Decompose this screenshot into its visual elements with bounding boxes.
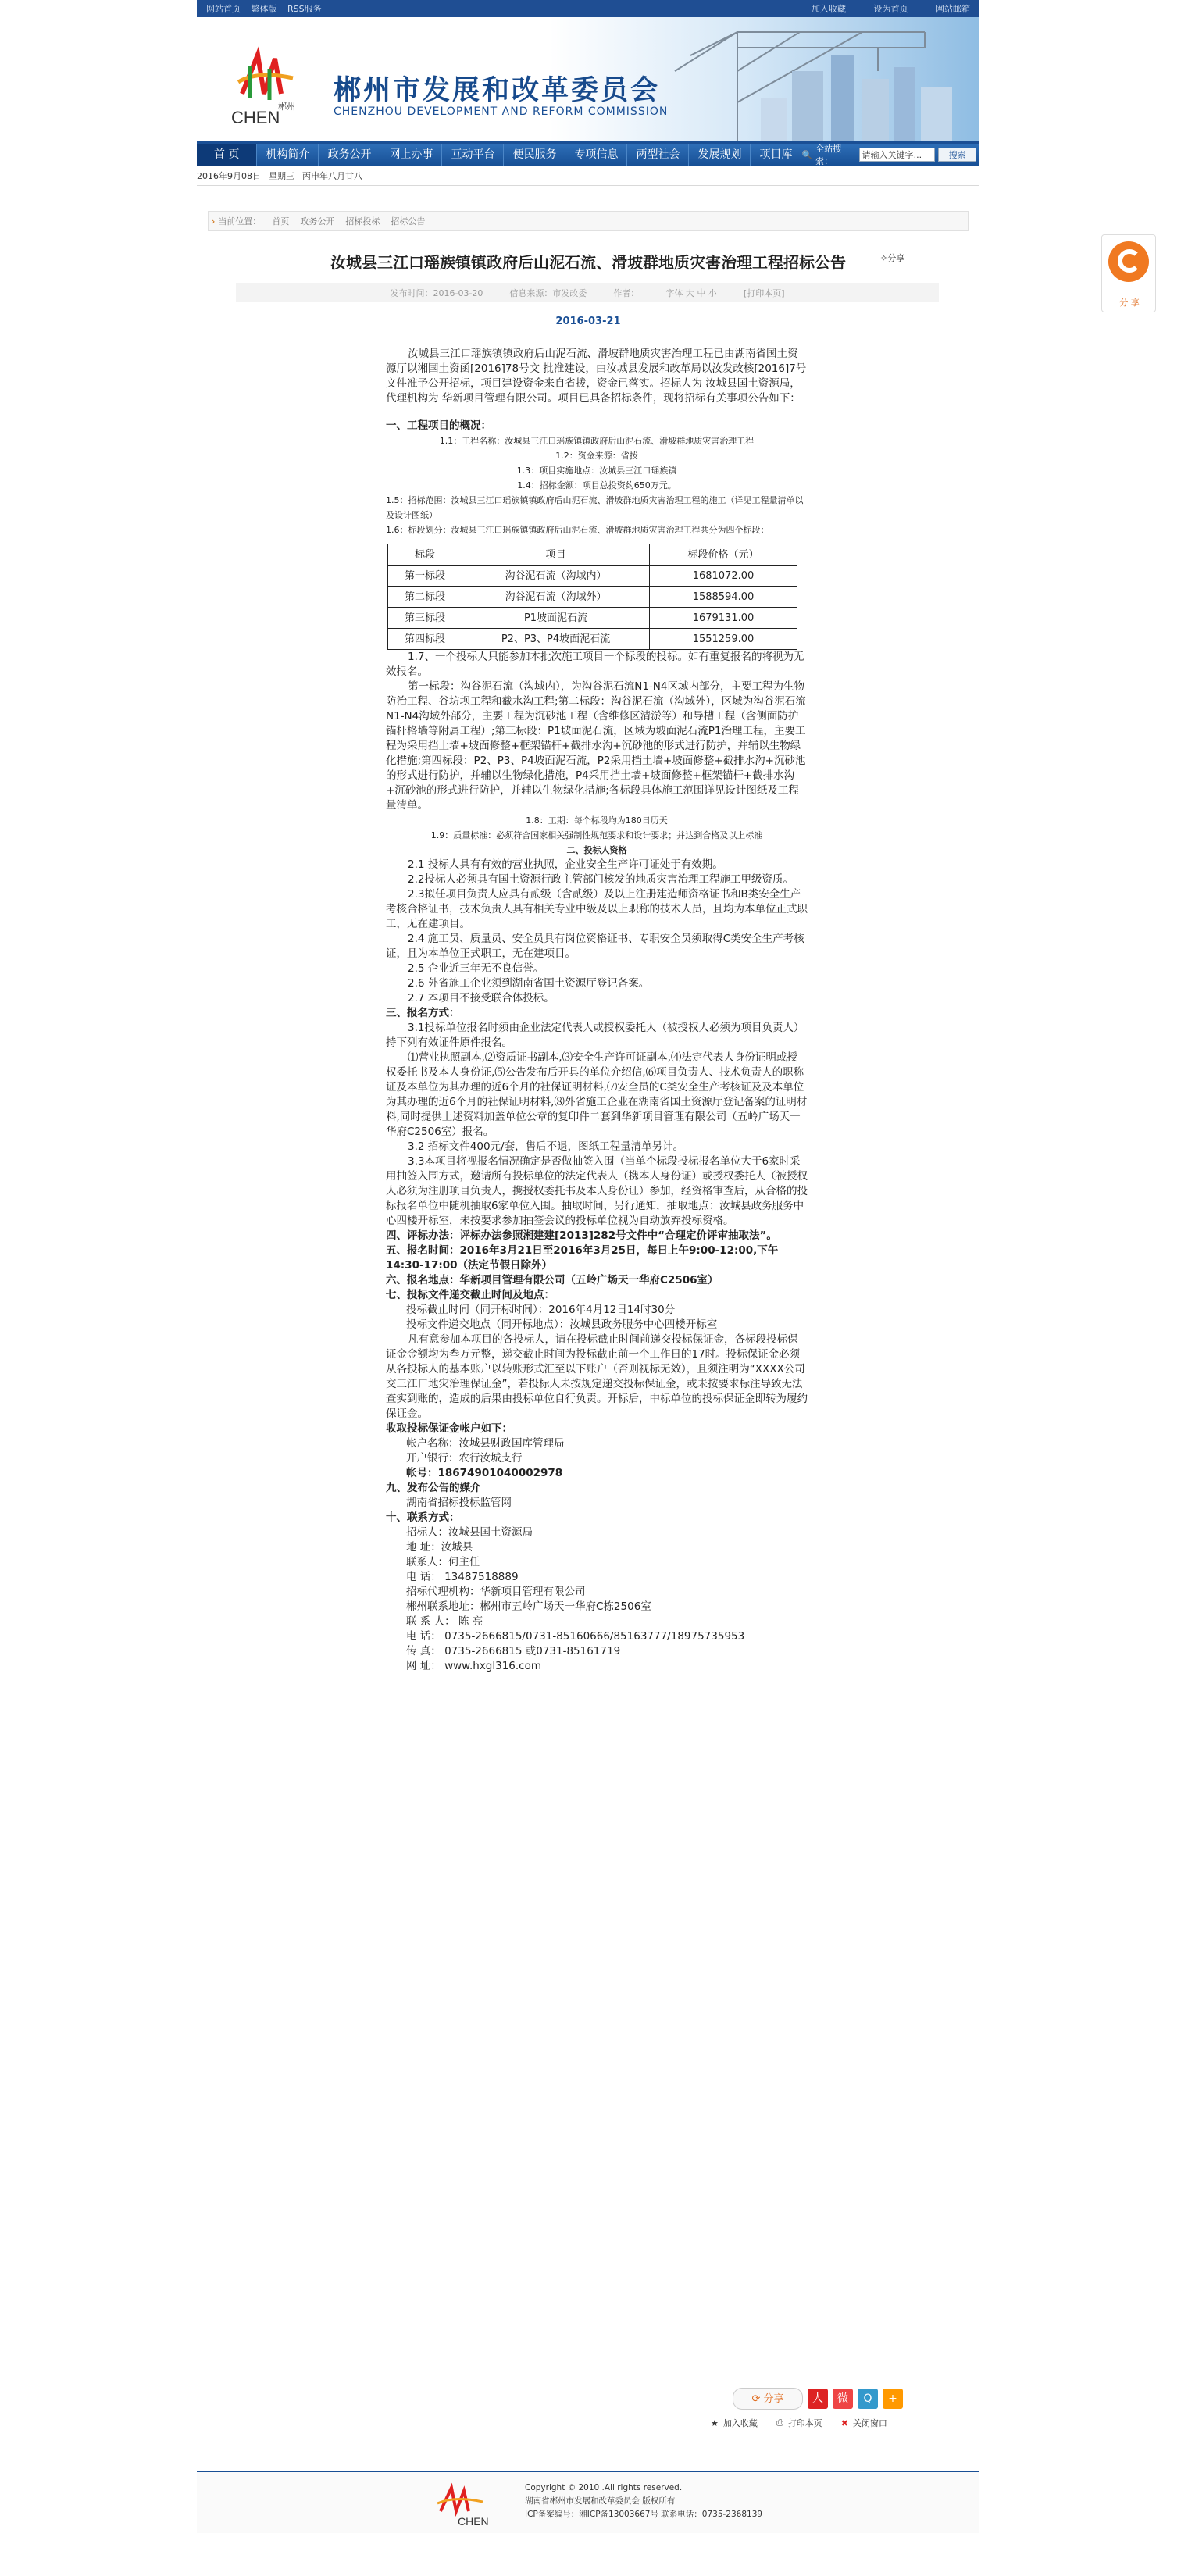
section-heading: 四、评标办法：评标办法参照湘建建[2013]282号文件中“合理定价评审抽取法”。 [386,1229,777,1242]
info-source: 信息来源：市发改委 [509,287,587,298]
table-cell: 1551259.00 [650,629,797,650]
lunar-date: 丙申年八月廿八 [302,170,362,181]
breadcrumb-item[interactable]: 首页 [272,216,290,227]
lots-table [387,544,797,650]
account-number: 帐号：18674901040002978 [406,1467,563,1479]
section-heading: 一、工程项目的概况： [386,419,491,432]
item-text: 2.6 外省施工企业须到湖南省国土资源厅登记备案。 [408,977,650,990]
footer-text [525,2481,762,2521]
search-area [801,142,979,167]
item-text: 3.2 招标文件400元/套，售后不退，图纸工程量清单另计。 [408,1140,684,1153]
print-icon: ⎙ [776,2417,783,2428]
publish-date: 2016-03-21 [555,316,621,327]
contact-line: 招标代理机构：华新项目管理有限公司 [406,1586,586,1598]
section-heading: 三、报名方式： [386,1007,460,1019]
print-page-link[interactable]: ⎙ 打印本页 [776,2417,822,2428]
more-share-icon[interactable]: + [883,2389,903,2409]
footer-logo-text: CHEN [458,2515,489,2528]
item-text: 1.4：招标金额：项目总投资约650万元。 [517,480,676,491]
table-header: 项目 [462,544,650,566]
share-button[interactable]: ⟳ 分享 [733,2388,803,2410]
item-text: 1.1：工程名称：汝城县三江口瑶族镇镇政府后山泥石流、滑坡群地质灾害治理工程 [439,436,755,446]
account-bank: 开户银行：农行汝城支行 [406,1452,523,1465]
add-favorite-link[interactable]: ★ 加入收藏 [711,2417,758,2428]
renren-icon[interactable]: 人 [808,2389,828,2409]
item-text: 1.7、一个投标人只能参加本批次施工项目一个标段的投标。如有重复报名的将视为无效报名。 [386,651,804,678]
breadcrumb-item[interactable]: 政务公开 [300,216,335,227]
article-title: 汝城县三江口瑶族镇镇政府后山泥石流、滑坡群地质灾害治理工程招标公告 [330,253,846,272]
publish-time: 发布时间：2016-03-20 [390,287,483,298]
item-text: 2.4 施工员、质量员、安全员具有岗位资格证书、专职安全员须取得C类安全生产考核证，且为本单位正式职工，无在建项目。 [386,933,804,960]
favorite-icon: ★ [711,2417,719,2428]
article-body [386,347,808,1674]
table-cell: 第三标段 [388,608,462,629]
item-text: 投标文件递交地点（同开标地点）：汝城县政务服务中心四楼开标室 [406,1318,718,1331]
section-heading: 五、报名时间：2016年3月21日至2016年3月25日，每日上午9:00-12:00,下午14:30-17:00（法定节假日除外） [386,1244,779,1272]
current-weekday: 星期三 [269,170,294,181]
section-heading: 收取投标保证金帐户如下： [386,1422,512,1435]
deposit-notice: 凡有意参加本项目的各投标人，请在投标截止时间前递交投标保证金，各标段投标保证金金额均为叁万元整，递交截止时间为投标截止前一个工作日的17时。投标保证金必须从各投标人的基本账户以转账形式汇至以下账户（否则视标无效），且须注明为“XXXX公司交三江口地灾治理保证金”，若投标人未按规定递交投标保证金，或未按要求标注导致无法查实到账的，造成的后果由投标单位自行负责。开标后，中标单位的投标保证金即转为履约保证金。 [386,1333,808,1420]
item-text: 1.5：招标范围：汝城县三江口瑶族镇镇政府后山泥石流、滑坡群地质灾害治理工程的施工（详见工程量清单以及设计图纸） [386,495,804,520]
item-text: 2.1 投标人具有有效的营业执照，企业安全生产许可证处于有效期。 [408,858,723,871]
article-meta [236,283,939,302]
bottom-share-bar [733,2388,903,2410]
table-cell: P2、P3、P4坡面泥石流 [462,629,650,650]
table-cell: 1588594.00 [650,587,797,608]
item-text: 2.5 企业近三年无不良信誉。 [408,962,544,975]
nav-special-info[interactable]: 专项信息 [565,144,627,166]
close-window-link[interactable]: ✖ 关闭窗口 [840,2417,887,2428]
logo-cn: 郴州 [278,102,295,112]
section-heading: 七、投标文件递交截止时间及地点： [386,1289,555,1301]
arrow-icon: › [212,216,216,227]
breadcrumb-label: 当前位置： [218,216,262,227]
mailbox-link[interactable]: 网站邮箱 [936,4,970,14]
item-text: 2.3拟任项目负责人应具有贰级（含贰级）及以上注册建造师资格证书和B类安全生产考核合格证书，技术负责人具有相关专业中级及以上职称的技术人员，且均为本单位正式职工，无在建项目。 [386,888,808,930]
current-date: 2016年9月08日 [197,170,261,181]
favorite-link[interactable]: 加入收藏 [812,4,846,14]
contact-line: 联系人：何主任 [406,1556,480,1568]
nav-interaction[interactable]: 互动平台 [442,144,504,166]
table-header: 标段 [388,544,462,566]
item-text: 2.2投标人必须具有国土资源行政主管部门核发的地质灾害治理工程施工甲级资质。 [408,873,794,886]
contact-line: 郴州联系地址：郴州市五岭广场天一华府C栋2506室 [406,1600,651,1613]
nav-two-type-society[interactable]: 两型社会 [627,144,689,166]
search-input[interactable]: 请输入关键字... [859,148,936,162]
contact-line: 地 址：汝城县 [406,1541,473,1554]
item-text: 投标截止时间（同开标时间）：2016年4月12日14时30分 [406,1304,676,1316]
rss-link[interactable]: RSS服务 [287,4,322,14]
contact-line[interactable]: 网 址： www.hxgl316.com [406,1660,542,1672]
footer-org: 湖南省郴州市发展和改革委员会 版权所有 [525,2496,676,2506]
search-icon: 🔍 [801,149,813,160]
title-share-button[interactable]: ✧分享 [880,253,905,263]
media-name: 湖南省招标投标监管网 [406,1497,512,1509]
contact-line: 传 真： 0735-2666815 或0731-85161719 [406,1645,621,1657]
item-text: 1.6：标段划分：汝城县三江口瑶族镇镇政府后山泥石流、滑坡群地质灾害治理工程共分为四个标段： [386,525,769,535]
floating-share-widget[interactable] [1101,234,1156,312]
item-text: ⑴营业执照副本,⑵资质证书副本,⑶安全生产许可证副本,⑷法定代表人身份证明或授权委托书及本人身份证,⑸公告发布后开具的单位介绍信,⑹项目负责人、技术负责人的职称证及本单位为其办理的近6个月的社保证明材料,⑺安全员的C类安全生产考核证及及本单位为其办理的近6个月的社保证明材料,⑻外省施工企业在湖南省国土资源厅登记备案的证明材料,同时提供上述资料加盖单位公章的复印件二套到华新项目管理有限公司（五岭广场天一华府C2506室）报名。 [386,1051,808,1138]
breadcrumb [208,211,969,231]
table-row [388,587,797,608]
intro-paragraph: 汝城县三江口瑶族镇镇政府后山泥石流、滑坡群地质灾害治理工程已由湖南省国土资源厅以湘国土资函[2016]78号文 批准建设，由汝城县发展和改革局以汝发改核[2016]7号文件准予公开招标，项目建设资金来自省拨，资金已落实。招标人为 汝城县国土资源局，代理机构为 华新项目管理有限公司。项目已具备招标条件，现将招标有关事项公告如下： [386,348,807,405]
search-label: 全站搜索： [815,144,842,166]
nav-about[interactable]: 机构简介 [257,144,319,166]
weibo-icon[interactable]: 微 [833,2389,853,2409]
section-heading: 十、联系方式： [386,1511,460,1524]
table-cell: 第二标段 [388,587,462,608]
item-text: 1.2：资金来源：省拨 [555,451,638,461]
table-cell: 沟谷泥石流（沟域内） [462,566,650,587]
site-logo[interactable] [227,39,305,133]
font-size-switch[interactable]: 字体 大 中 小 [665,287,717,298]
floating-share-label: 分 享 [1119,298,1140,308]
site-subtitle: CHENZHOU DEVELOPMENT AND REFORM COMMISSION [334,105,669,118]
nav-home[interactable]: 首 页 [197,144,257,166]
table-cell: 第四标段 [388,629,462,650]
logo-text: CHEN [231,108,280,127]
breadcrumb-item[interactable]: 招标公告 [391,216,426,227]
qzone-icon[interactable]: Q [858,2389,878,2409]
table-row [388,566,797,587]
nav-gov-affairs[interactable]: 政务公开 [319,144,380,166]
date-bar [197,166,979,186]
page-wrapper [197,0,979,2576]
traditional-link[interactable]: 繁体版 [251,4,277,14]
section-heading: 六、报名地点：华新项目管理有限公司（五岭广场天一华府C2506室） [386,1274,719,1286]
copyright: Copyright © 2010 .All rights reserved. [525,2483,683,2492]
nav-project-library[interactable]: 项目库 [751,144,801,166]
footer-logo [431,2480,494,2528]
main-nav [197,144,979,166]
table-cell: 1681072.00 [650,566,797,587]
footer-icp: ICP备案编号：湘ICP备13003667号 联系电话：0735-2368139 [525,2510,763,2519]
table-cell: 沟谷泥石流（沟域外） [462,587,650,608]
nav-development-plan[interactable]: 发展规划 [689,144,751,166]
account-name: 帐户名称：汝城县财政国库管理局 [406,1437,565,1450]
section-heading: 九、发布公告的媒介 [386,1482,481,1494]
item-text: 1.9：质量标准：必须符合国家相关强制性规范要求和设计要求；并达到合格及以上标准 [430,830,763,840]
item-text: 1.8：工期：每个标段均为180日历天 [526,815,668,826]
nav-online-service[interactable]: 网上办事 [380,144,442,166]
nav-public-service[interactable]: 便民服务 [504,144,565,166]
section-heading: 二、投标人资格 [566,845,627,855]
print-link[interactable]: [打印本页] [743,287,785,298]
share-icon [1108,241,1149,282]
city-skyline-illustration [644,24,979,141]
contact-line: 电 话： 13487518889 [406,1571,519,1583]
table-cell: 1679131.00 [650,608,797,629]
table-header-row [388,544,797,566]
contact-line: 电 话： 0735-2666815/0731-85160666/85163777/18975735953 [406,1630,745,1643]
top-bar [197,0,979,17]
header-banner [197,17,979,144]
table-cell: P1坡面泥石流 [462,608,650,629]
item-text: 1.3：项目实施地点：汝城县三江口瑶族镇 [516,466,677,476]
item-text: 2.7 本项目不接受联合体投标。 [408,992,555,1004]
item-text: 3.3本项目将视报名情况确定是否做抽签入围（当单个标段投标报名单位大于6家时采用抽签入围方式，邀请所有投标单位的法定代表人（携本人身份证）或授权委托人（被授权人必须为注册项目负责人，携授权委托书及本人身份证）参加，经资格审查后，从合格的投标报名单位中随机抽取6家单位入围。抽取时间，另行通知，抽取地点：汝城县政务服务中心四楼开标室，未按要求参加抽签会议的投标单位视为自动放弃投标资格。 [386,1155,808,1227]
lots-description: 第一标段：沟谷泥石流（沟域内），为沟谷泥石流N1-N4区域内部分，主要工程为生物防治工程、谷坊坝工程和截水沟工程;第二标段：沟谷泥石流（沟域外），区域为沟谷泥石流N1-N4沟域外部分，主要工程为沉砂池工程（含维修区清淤等）和导槽工程（含侧面防护锚杆格墙等附属工程）;第三标段：P1坡面泥石流，区域为坡面泥石流P1治理工程，主要工程为采用挡土墙+坡面修整+框架锚杆+截排水沟+沉砂池的形式进行防护，并辅以生物绿化措施;第四标段：P2、P3、P4坡面泥石流，P2采用挡土墙+坡面修整+截排水沟+沉砂池的形式进行防护，并辅以生物绿化措施，P4采用挡土墙+坡面修整+框架锚杆+截排水沟+沉砂池的形式进行防护，并辅以生物绿化措施;各标段具体施工范围详见设计图纸及工程量清单。 [386,680,806,812]
contact-line: 联 系 人： 陈 亮 [406,1615,483,1628]
site-title: 郴州市发展和改革委员会 [334,75,661,106]
page-tools [711,2417,887,2429]
table-header: 标段价格（元） [650,544,797,566]
home-link[interactable]: 网站首页 [206,4,241,14]
set-home-link[interactable]: 设为首页 [873,4,908,14]
search-button[interactable]: 搜索 [938,148,976,162]
table-row [388,629,797,650]
author: 作者： [613,287,640,298]
contact-line: 招标人：汝城县国土资源局 [406,1526,533,1539]
footer [197,2471,979,2533]
close-icon: ✖ [840,2417,848,2428]
table-row [388,608,797,629]
breadcrumb-item[interactable]: 招标投标 [345,216,380,227]
item-text: 3.1投标单位报名时须由企业法定代表人或授权委托人（被授权人必须为项目负责人）持下列有效证件原件报名。 [386,1022,804,1049]
table-cell: 第一标段 [388,566,462,587]
